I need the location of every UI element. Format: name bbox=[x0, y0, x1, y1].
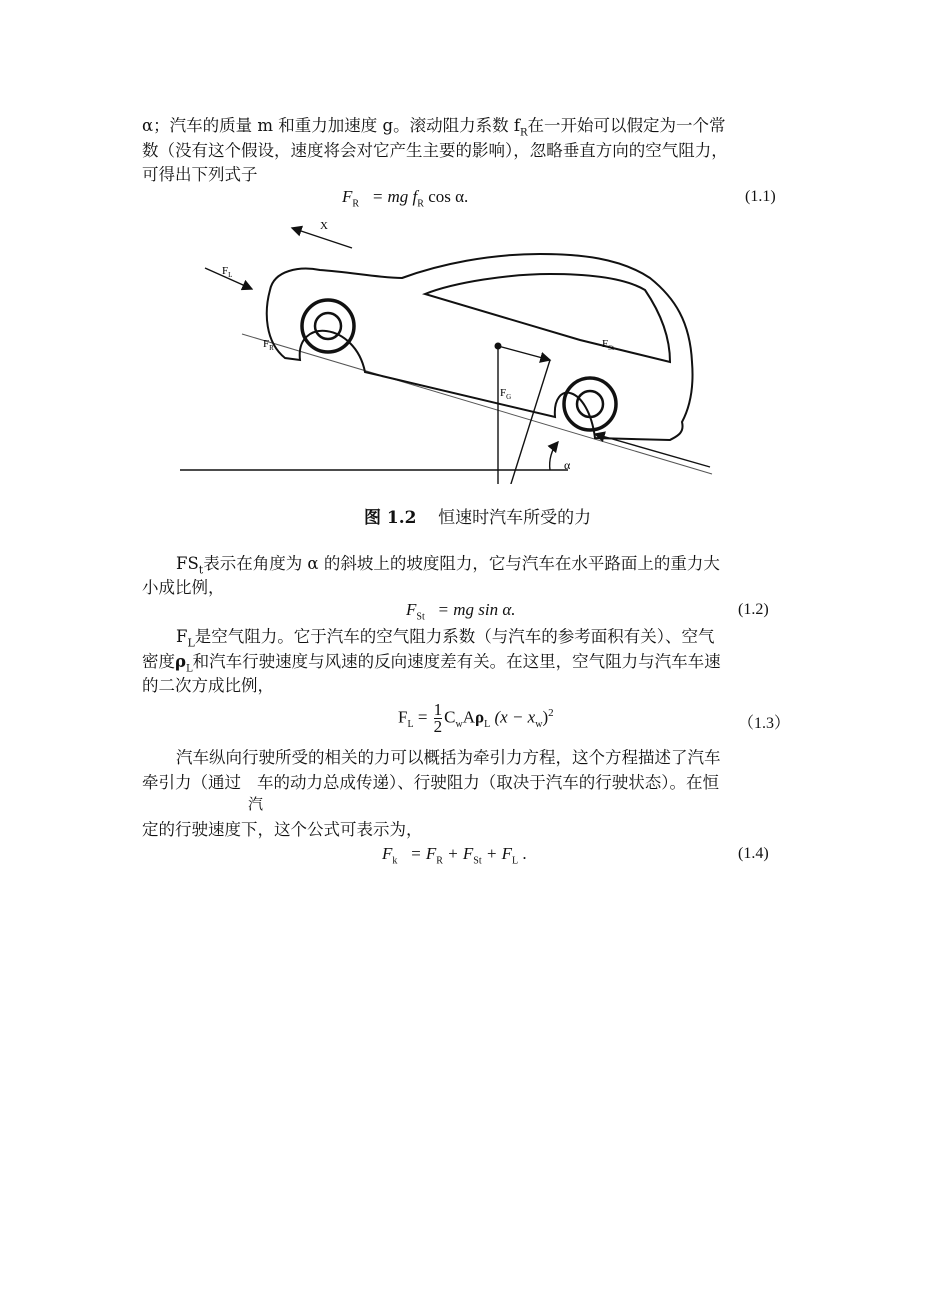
para-fl-line-2: 密度$\rho_L$和汽车行驶速度与风速的反向速度差有关。在这里，空气阻力与汽车车速 bbox=[142, 652, 721, 675]
gravity-normal-component bbox=[504, 360, 550, 484]
front-wheel bbox=[564, 378, 616, 430]
intro-line-1: α；汽车的质量 m 和重力加速度 g。滚动阻力系数 $f_R$在一开始可以假定为一个常 bbox=[142, 116, 726, 139]
fraction-one-half: $\frac{1}{2}$ bbox=[433, 700, 443, 736]
displaced-character: 汽 bbox=[248, 795, 264, 813]
equation-number-1-4: (1.4) bbox=[738, 845, 769, 862]
para-fst-line-2: 小成比例， bbox=[142, 578, 225, 597]
label-fst: $F_{St}$ bbox=[602, 338, 614, 352]
para-fk-line-2: 牵引力（通过 车的动力总成传递）、行驶阻力（取决于汽车的行驶状态）。在恒 bbox=[142, 773, 719, 792]
intro-line-2: 数（没有这个假设，速度将会对它产生主要的影响），忽略垂直方向的空气阻力， bbox=[142, 141, 728, 160]
caption-number: 图 1.2 bbox=[364, 508, 417, 528]
equation-number-1-1: (1.1) bbox=[745, 188, 776, 205]
rear-wheel bbox=[302, 300, 354, 352]
equation-1-4: $F_k$ = $F_R + F_{St} + F_L$ . bbox=[382, 844, 527, 867]
equation-1-3: $F_L$ = $\frac{1}{2}$ $C_wA\rho_L$ $(x - x_w)^2$ bbox=[398, 700, 554, 736]
car-window bbox=[425, 274, 670, 362]
equation-number-1-3: （1.3） bbox=[738, 715, 791, 732]
intro-line-3: 可得出下列式子 bbox=[142, 165, 258, 184]
para-fl-line-1: $F_L$是空气阻力。它于汽车的空气阻力系数（与汽车的参考面积有关）、空气 bbox=[176, 627, 715, 650]
para-fk-line-1: 汽车纵向行驶所受的相关的力可以概括为牵引力方程，这个方程描述了汽车 bbox=[176, 748, 721, 767]
label-alpha: α bbox=[564, 458, 571, 472]
equation-1-1: $F_R$ = mg $f_R$ cos α. bbox=[342, 187, 469, 210]
caption-text: 恒速时汽车所受的力 bbox=[438, 508, 592, 528]
car-on-slope-figure bbox=[170, 212, 730, 484]
figure-caption bbox=[364, 503, 591, 528]
label-fr: $F_R$ bbox=[263, 338, 274, 352]
label-x: X bbox=[320, 220, 328, 232]
para-fst-line-1: $FS_t$表示在角度为 α 的斜坡上的坡度阻力，它与汽车在水平路面上的重力大 bbox=[176, 554, 720, 577]
gravity-parallel-component bbox=[498, 346, 550, 360]
para-fk-line-3: 定的行驶速度下，这个公式可表示为， bbox=[142, 820, 423, 839]
angle-arc bbox=[550, 442, 558, 470]
equation-number-1-2: (1.2) bbox=[738, 601, 769, 618]
label-fg: $F_G$ bbox=[500, 387, 512, 401]
equation-1-2: $F_{St}$ = mg sin α. bbox=[406, 600, 516, 623]
para-fl-line-3: 的二次方成比例， bbox=[142, 676, 274, 695]
label-fl: $F_L$ bbox=[222, 265, 233, 279]
